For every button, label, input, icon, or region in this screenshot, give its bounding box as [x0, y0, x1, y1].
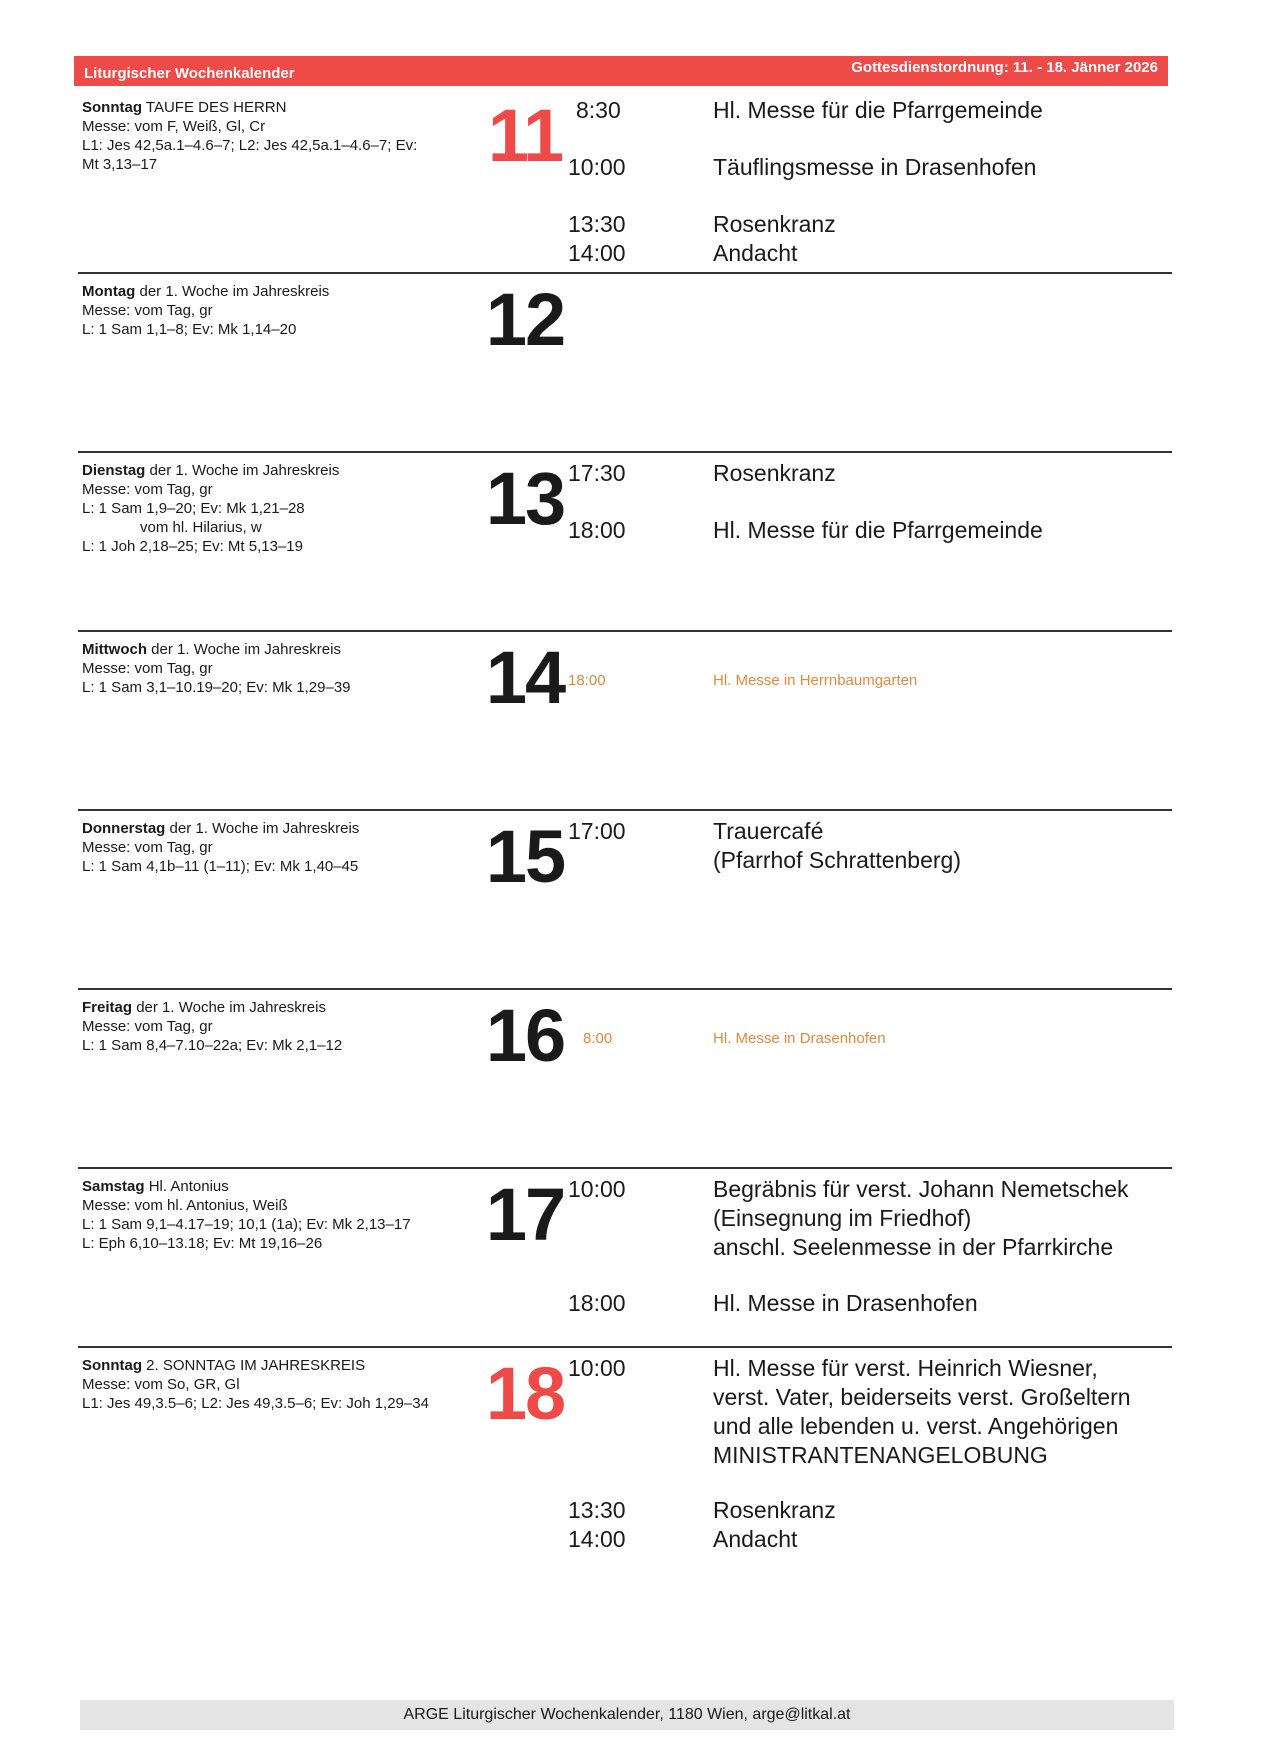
liturgy-info: [82, 1356, 462, 1413]
mass-line: Messe: vom Tag, gr: [82, 839, 213, 856]
feast-title: 2. SONNTAG IM JAHRESKREIS: [146, 1357, 366, 1374]
day-number: 12: [485, 278, 565, 361]
divider: [78, 630, 1172, 632]
divider: [78, 272, 1172, 274]
service-time: 18:00: [568, 1290, 626, 1316]
footer: [80, 1700, 1174, 1730]
readings-line: L: 1 Joh 2,18–25; Ev: Mt 5,13–19: [82, 538, 303, 555]
header-bar: [74, 56, 1168, 86]
feast-title: der 1. Woche im Jahreskreis: [149, 462, 340, 479]
weekday: Dienstag: [82, 462, 146, 479]
service-description: Hl. Messe in Herrnbaumgarten: [713, 672, 918, 689]
day-section-11: [78, 88, 1172, 273]
service-description: [713, 817, 1173, 875]
liturgy-info: [82, 640, 462, 697]
mass-line: Messe: vom So, GR, Gl: [82, 1376, 240, 1393]
service-description: Hl. Messe in Drasenhofen: [713, 1030, 886, 1047]
service-description: [713, 1354, 1173, 1470]
service-time: 18:00: [568, 672, 606, 689]
description-line: und alle lebenden u. verst. Angehörigen: [713, 1413, 1119, 1439]
divider: [78, 1167, 1172, 1169]
weekday: Mittwoch: [82, 641, 147, 658]
service-description: Andacht: [713, 240, 798, 266]
service-description: [713, 1175, 1173, 1262]
footer-text: ARGE Liturgischer Wochenkalender, 1180 Wien, arge@litkal.at: [403, 1706, 851, 1723]
service-description: Rosenkranz: [713, 1497, 836, 1523]
feast-title: der 1. Woche im Jahreskreis: [139, 283, 330, 300]
weekday: Sonntag: [82, 1357, 142, 1374]
description-line: Begräbnis für verst. Johann Nemetschek: [713, 1176, 1129, 1202]
readings-line: L: 1 Sam 3,1–10.19–20; Ev: Mk 1,29–39: [82, 679, 351, 696]
description-line: anschl. Seelenmesse in der Pfarrkirche: [713, 1234, 1114, 1260]
weekday: Samstag: [82, 1178, 145, 1195]
weekday: Montag: [82, 283, 136, 300]
day-number: 16: [485, 994, 565, 1077]
day-section-15: [78, 809, 1172, 989]
divider: [78, 809, 1172, 811]
readings-line: L: 1 Sam 8,4–7.10–22a; Ev: Mk 2,1–12: [82, 1037, 343, 1054]
day-number: 17: [485, 1173, 565, 1256]
service-time: 17:00: [568, 818, 626, 844]
description-line: verst. Vater, beiderseits verst. Großeltern: [713, 1384, 1131, 1410]
service-time: 13:30: [568, 1497, 626, 1523]
weekday: Donnerstag: [82, 820, 166, 837]
weekday: Freitag: [82, 999, 133, 1016]
readings-line: L: 1 Sam 1,1–8; Ev: Mk 1,14–20: [82, 321, 297, 338]
mass-line: Messe: vom Tag, gr: [82, 660, 213, 677]
mass-line: Messe: vom Tag, gr: [82, 1018, 213, 1035]
day-section-12: [78, 272, 1172, 452]
feast-title: der 1. Woche im Jahreskreis: [136, 999, 326, 1016]
calendar-title: Liturgischer Wochenkalender: [84, 65, 295, 82]
service-time: 14:00: [568, 1526, 626, 1552]
day-number: 18: [485, 1352, 565, 1435]
readings-line: L: 1 Sam 4,1b–11 (1–11); Ev: Mk 1,40–45: [82, 858, 359, 875]
feast-title: der 1. Woche im Jahreskreis: [151, 641, 341, 658]
day-section-17: [78, 1167, 1172, 1347]
readings-line: Mt 3,13–17: [82, 156, 158, 173]
description-line: (Pfarrhof Schrattenberg): [713, 847, 962, 873]
service-order-title: Gottesdienstordnung: 11. - 18. Jänner 2026: [851, 59, 1158, 76]
divider: [78, 451, 1172, 453]
liturgy-info: [82, 282, 462, 339]
day-section-14: [78, 630, 1172, 810]
readings-line: L: Eph 6,10–13.18; Ev: Mt 19,16–26: [82, 1235, 323, 1252]
service-time: 13:30: [568, 211, 626, 237]
optional-memorial-line: vom hl. Hilarius, w: [140, 519, 262, 536]
service-description: Rosenkranz: [713, 211, 836, 237]
mass-line: Messe: vom F, Weiß, Gl, Cr: [82, 118, 266, 135]
feast-title: Hl. Antonius: [148, 1178, 229, 1195]
divider: [78, 1346, 1172, 1348]
service-time: 10:00: [568, 1176, 626, 1202]
day-section-16: [78, 988, 1172, 1168]
feast-title: TAUFE DES HERRN: [145, 99, 287, 116]
weekday: Sonntag: [82, 99, 142, 116]
divider: [78, 988, 1172, 990]
service-time: 18:00: [568, 517, 626, 543]
service-description: Hl. Messe in Drasenhofen: [713, 1290, 978, 1316]
description-line: MINISTRANTENANGELOBUNG: [713, 1442, 1048, 1468]
feast-title: der 1. Woche im Jahreskreis: [169, 820, 360, 837]
day-section-13: [78, 451, 1172, 631]
mass-line: Messe: vom hl. Antonius, Weiß: [82, 1197, 288, 1214]
service-description: Hl. Messe für die Pfarrgemeinde: [713, 97, 1043, 123]
mass-line: Messe: vom Tag, gr: [82, 481, 213, 498]
description-line: (Einsegnung im Friedhof): [713, 1205, 972, 1231]
service-description: Hl. Messe für die Pfarrgemeinde: [713, 517, 1043, 543]
service-time: 10:00: [568, 1355, 626, 1381]
service-time: 14:00: [568, 240, 626, 266]
service-description: Rosenkranz: [713, 460, 836, 486]
readings-line: L1: Jes 49,3.5–6; L2: Jes 49,3.5–6; Ev: Joh 1,29–34: [82, 1395, 429, 1412]
readings-line: L: 1 Sam 9,1–4.17–19; 10,1 (1a); Ev: Mk 2,13–17: [82, 1216, 411, 1233]
readings-line: L: 1 Sam 1,9–20; Ev: Mk 1,21–28: [82, 500, 305, 517]
liturgy-info: [82, 998, 462, 1055]
service-time: 10:00: [568, 154, 626, 180]
service-description: Täuflingsmesse in Drasenhofen: [713, 154, 1037, 180]
liturgy-info: [82, 461, 462, 556]
service-time: 8:30: [576, 97, 621, 123]
description-line: Hl. Messe für verst. Heinrich Wiesner,: [713, 1355, 1098, 1381]
mass-line: Messe: vom Tag, gr: [82, 302, 213, 319]
description-line: Trauercafé: [713, 818, 824, 844]
liturgy-info: [82, 1177, 462, 1253]
day-number: 11: [487, 94, 563, 177]
day-number: 14: [485, 636, 565, 719]
service-description: Andacht: [713, 1526, 798, 1552]
day-number: 13: [485, 457, 565, 540]
readings-line: L1: Jes 42,5a.1–4.6–7; L2: Jes 42,5a.1–4.6–7; Ev:: [82, 137, 418, 154]
day-number: 15: [485, 815, 565, 898]
service-time: 8:00: [583, 1030, 613, 1047]
liturgy-info: [82, 819, 462, 876]
day-section-18: [78, 1346, 1172, 1606]
service-time: 17:30: [568, 460, 626, 486]
liturgy-info: [82, 98, 462, 174]
